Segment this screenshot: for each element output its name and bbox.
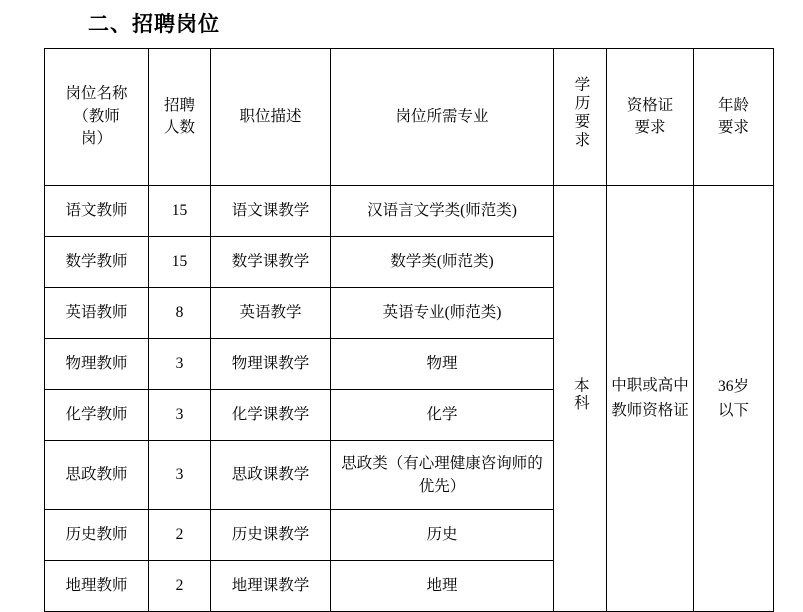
cell-age-line2: 以下 — [717, 401, 749, 419]
cell-required-major: 数学类(师范类) — [331, 237, 554, 288]
table-row — [45, 186, 774, 237]
cell-job-description: 地理课教学 — [211, 561, 331, 612]
cell-headcount: 2 — [149, 561, 211, 612]
header-headcount-line1: 招聘 — [163, 96, 195, 114]
cell-required-major: 化学 — [331, 390, 554, 441]
table-container — [0, 48, 803, 612]
cell-position-name: 历史教师 — [45, 510, 149, 561]
header-education-requirement — [554, 49, 607, 186]
page-title: 二、招聘岗位 — [88, 12, 220, 36]
cell-job-description: 历史课教学 — [211, 510, 331, 561]
cell-certificate-requirement — [607, 186, 694, 612]
cell-required-major: 地理 — [331, 561, 554, 612]
cell-job-description: 物理课教学 — [211, 339, 331, 390]
header-certificate-line1: 资格证 — [626, 96, 674, 114]
cell-headcount: 8 — [149, 288, 211, 339]
cell-position-name: 化学教师 — [45, 390, 149, 441]
cell-age-requirement — [694, 186, 774, 612]
header-headcount-line2: 人数 — [163, 119, 195, 136]
recruitment-positions-table — [44, 48, 774, 612]
cell-required-major: 汉语言文学类(师范类) — [331, 186, 554, 237]
cell-position-name: 数学教师 — [45, 237, 149, 288]
cell-certificate-requirement-text: 中职或高中教师资格证 — [611, 377, 689, 419]
table-header-row — [45, 49, 774, 186]
cell-required-major: 英语专业(师范类) — [331, 288, 554, 339]
header-position-name-line2: （教师 — [73, 107, 120, 125]
header-age-line2: 要求 — [717, 119, 749, 136]
cell-job-description: 思政课教学 — [211, 441, 331, 510]
header-education-requirement-text: 学历要求 — [572, 76, 590, 151]
cell-headcount: 15 — [149, 237, 211, 288]
cell-job-description: 数学课教学 — [211, 237, 331, 288]
cell-headcount: 3 — [149, 339, 211, 390]
header-age-line1: 年龄 — [717, 96, 749, 114]
cell-job-description: 语文课教学 — [211, 186, 331, 237]
cell-headcount: 3 — [149, 390, 211, 441]
cell-position-name: 地理教师 — [45, 561, 149, 612]
header-certificate-requirement — [607, 49, 694, 186]
header-required-major: 岗位所需专业 — [331, 49, 554, 186]
cell-job-description: 化学课教学 — [211, 390, 331, 441]
cell-position-name: 物理教师 — [45, 339, 149, 390]
header-job-description: 职位描述 — [211, 49, 331, 186]
cell-headcount: 2 — [149, 510, 211, 561]
cell-headcount: 3 — [149, 441, 211, 510]
header-position-name-line1: 岗位名称 — [65, 85, 128, 103]
cell-position-name: 思政教师 — [45, 441, 149, 510]
cell-job-description: 英语教学 — [211, 288, 331, 339]
header-certificate-line2: 要求 — [634, 119, 666, 136]
cell-headcount: 15 — [149, 186, 211, 237]
cell-required-major: 思政类（有心理健康咨询师的优先） — [331, 441, 554, 510]
header-age-requirement — [694, 49, 774, 186]
header-headcount — [149, 49, 211, 186]
cell-age-line1: 36岁 — [717, 378, 749, 396]
cell-position-name: 语文教师 — [45, 186, 149, 237]
cell-position-name: 英语教师 — [45, 288, 149, 339]
cell-education-requirement — [554, 186, 607, 612]
header-position-name — [45, 49, 149, 186]
cell-required-major: 历史 — [331, 510, 554, 561]
cell-required-major: 物理 — [331, 339, 554, 390]
header-position-name-line3: 岗） — [80, 130, 112, 148]
cell-education-requirement-text: 本科 — [571, 377, 589, 413]
